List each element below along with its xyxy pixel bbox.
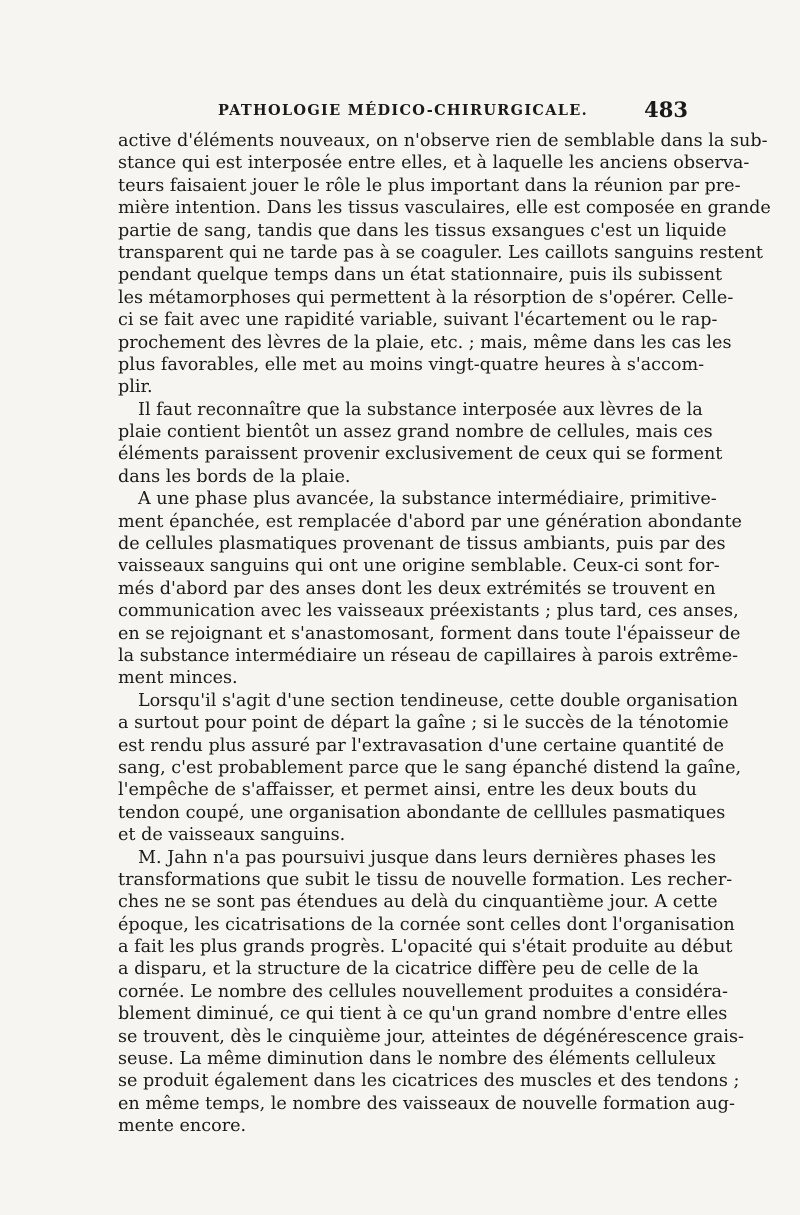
- text-line: teurs faisaient jouer le rôle le plus important dans la réunion par pre-: [118, 175, 741, 196]
- text-line: Lorsqu'il s'agit d'une section tendineuse, cette double organisation: [138, 690, 738, 711]
- text-line: ches ne se sont pas étendues au delà du cinquantième jour. A cette: [118, 892, 718, 913]
- text-line: plir.: [118, 377, 153, 398]
- text-line: transformations que subit le tissu de nouvelle formation. Les recher-: [118, 869, 733, 890]
- text-line: et de vaisseaux sanguins.: [118, 825, 346, 846]
- text-line: l'empêche de s'affaisser, et permet ainsi, entre les deux bouts du: [118, 780, 697, 801]
- text-line: vaisseaux sanguins qui ont une origine semblable. Ceux-ci sont for-: [118, 556, 720, 577]
- text-line: dans les bords de la plaie.: [118, 466, 351, 487]
- text-line: époque, les cicatrisations de la cornée sont celles dont l'organisation: [118, 914, 735, 935]
- text-line: ment minces.: [118, 668, 238, 689]
- text-line: plaie contient bientôt un assez grand nombre de cellules, mais ces: [118, 422, 713, 443]
- text-line: pendant quelque temps dans un état stationnaire, puis ils subissent: [118, 265, 723, 286]
- text-line: se produit également dans les cicatrices des muscles et des tendons ;: [118, 1071, 740, 1092]
- text-line: seuse. La même diminution dans le nombre des éléments celluleux: [118, 1049, 716, 1070]
- text-line: M. Jahn n'a pas poursuivi jusque dans leurs dernières phases les: [138, 847, 716, 868]
- text-line: mière intention. Dans les tissus vasculaires, elle est composée en grande: [118, 198, 771, 219]
- text-line: tendon coupé, une organisation abondante de celllules pasmatiques: [118, 802, 726, 823]
- page-header: [118, 97, 688, 124]
- text-line: blement diminué, ce qui tient à ce qu'un grand nombre d'entre elles: [118, 1004, 728, 1025]
- text-line: partie de sang, tandis que dans les tissus exsangues c'est un liquide: [118, 220, 727, 241]
- text-line: les métamorphoses qui permettent à la résorption de s'opérer. Celle-: [118, 287, 734, 308]
- text-line: la substance intermédiaire un réseau de capillaires à parois extrême-: [118, 645, 739, 666]
- text-line: ci se fait avec une rapidité variable, suivant l'écartement ou le rap-: [118, 310, 718, 331]
- page-number: 483: [644, 97, 688, 122]
- text-line: Il faut reconnaître que la substance interposée aux lèvres de la: [138, 399, 703, 420]
- text-line: a surtout pour point de départ la gaîne ; si le succès de la ténotomie: [118, 713, 729, 734]
- text-line: en se rejoignant et s'anastomosant, forment dans toute l'épaisseur de: [118, 623, 741, 644]
- text-line: stance qui est interposée entre elles, et à laquelle les anciens observa-: [118, 153, 750, 174]
- text-line: se trouvent, dès le cinquième jour, atteintes de dégénérescence grais-: [118, 1026, 745, 1047]
- text-line: a fait les plus grands progrès. L'opacité qui s'était produite au début: [118, 937, 733, 958]
- text-line: éléments paraissent provenir exclusivement de ceux qui se forment: [118, 444, 723, 465]
- running-title: PATHOLOGIE MÉDICO-CHIRURGICALE.: [217, 102, 589, 119]
- text-line: plus favorables, elle met au moins vingt-quatre heures à s'accom-: [118, 354, 705, 375]
- text-line: A une phase plus avancée, la substance intermédiaire, primitive-: [138, 489, 717, 510]
- text-line: cornée. Le nombre des cellules nouvellement produites a considéra-: [118, 981, 728, 1002]
- text-line: est rendu plus assuré par l'extravasation d'une certaine quantité de: [118, 735, 725, 756]
- text-line: communication avec les vaisseaux préexistants ; plus tard, ces anses,: [118, 601, 739, 622]
- text-line: a disparu, et la structure de la cicatrice diffère peu de celle de la: [118, 959, 699, 980]
- text-line: de cellules plasmatiques provenant de tissus ambiants, puis par des: [118, 534, 726, 555]
- text-line: sang, c'est probablement parce que le sang épanché distend la gaîne,: [118, 757, 742, 778]
- text-line: mente encore.: [118, 1116, 247, 1137]
- text-line: en même temps, le nombre des vaisseaux de nouvelle formation aug-: [118, 1093, 735, 1114]
- text-line: transparent qui ne tarde pas à se coaguler. Les caillots sanguins restent: [118, 242, 763, 263]
- text-line: ment épanchée, est remplacée d'abord par une génération abondante: [118, 511, 742, 532]
- text-line: active d'éléments nouveaux, on n'observe rien de semblable dans la sub-: [118, 131, 768, 151]
- body-text: [118, 130, 771, 1138]
- text-line: més d'abord par des anses dont les deux extrémités se trouvent en: [118, 578, 716, 599]
- text-line: prochement des lèvres de la plaie, etc. ; mais, même dans les cas les: [118, 332, 732, 353]
